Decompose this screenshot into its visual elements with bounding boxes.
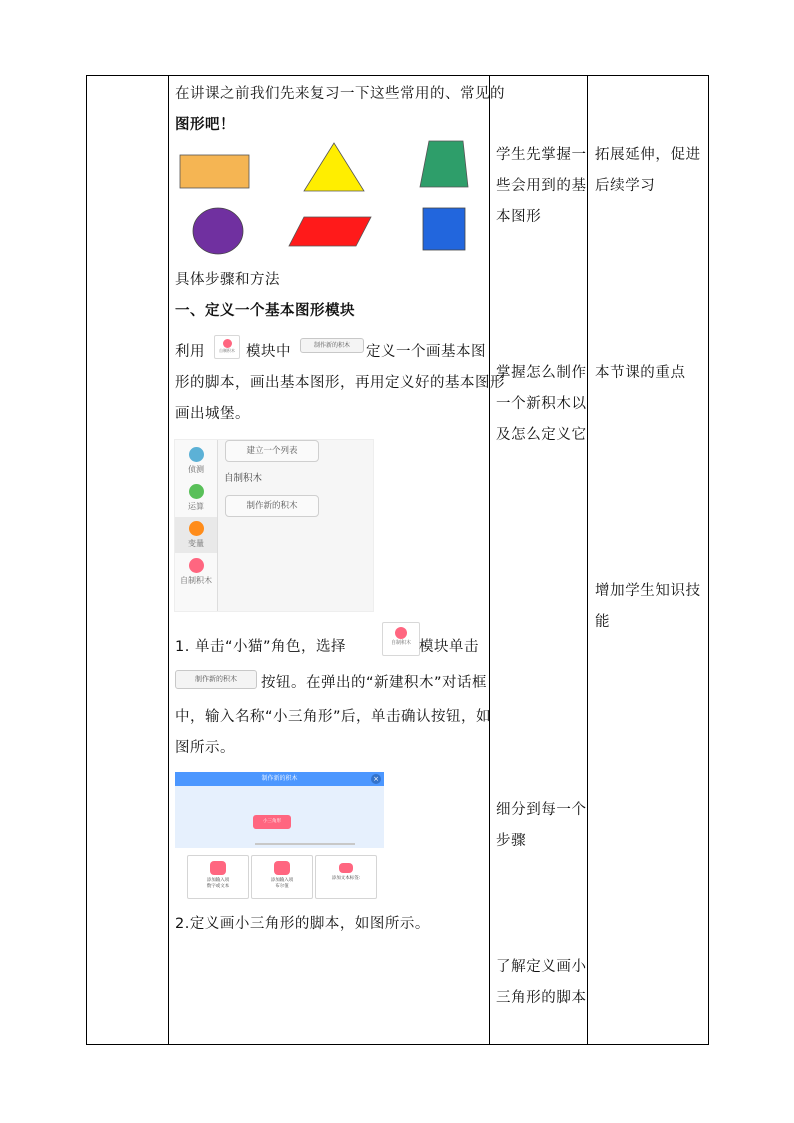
intent-text-1: 拓展延伸，促进 <box>595 147 701 163</box>
input-option-icon <box>210 861 226 875</box>
student-text-8: 步骤 <box>496 833 527 849</box>
parallelogram-shape <box>289 217 371 246</box>
my-blocks-section-label: 自制积木 <box>224 473 263 484</box>
variables-dot-icon <box>189 521 204 536</box>
heading-steps: 具体步骤和方法 <box>175 272 280 288</box>
input-option-icon <box>274 861 290 875</box>
student-text-2: 些会用到的基 <box>496 178 587 194</box>
category-sensing <box>175 443 217 479</box>
use-line-3: 画出城堡。 <box>175 406 250 422</box>
category-variables <box>175 517 217 553</box>
category-sidebar <box>175 440 218 611</box>
make-list-button: 建立一个列表 <box>225 440 319 462</box>
student-text-5: 一个新积木以 <box>496 396 587 412</box>
student-text-9: 了解定义画小 <box>496 959 587 975</box>
custom-blocks-dot-icon <box>223 339 232 348</box>
rectangle-shape <box>180 155 249 188</box>
custom-block-preview: 小三角形 <box>253 815 291 829</box>
sensing-dot-icon <box>189 447 204 462</box>
step-2: 2.定义画小三角形的脚本，如图所示。 <box>175 916 430 932</box>
student-text-7: 细分到每一个 <box>496 802 587 818</box>
make-block-button: 制作新的积木 <box>225 495 319 517</box>
new-block-dialog-screenshot <box>175 772 384 902</box>
main-content-cell <box>169 76 505 1045</box>
option-sublabel: 布尔值 <box>275 884 289 889</box>
dialog-title: 制作新的积木 <box>175 772 384 786</box>
student-text-3: 本图形 <box>496 209 542 225</box>
inline-cat-label: 自制积木 <box>219 348 235 353</box>
label-option-icon <box>339 863 353 873</box>
category-operators <box>175 480 217 516</box>
add-input-boolean-option <box>251 855 313 899</box>
inline-make-block-button: 制作新的积木 <box>300 338 364 353</box>
add-input-number-option <box>187 855 249 899</box>
block-palette-screenshot <box>174 439 374 612</box>
intent-text-5: 能 <box>595 614 611 630</box>
intent-text-3: 本节课的重点 <box>595 365 686 381</box>
inline-custom-blocks-category <box>214 335 240 359</box>
step1-line-3: 中，输入名称“小三角形”后，单击确认按钮，如 <box>175 709 492 725</box>
dialog-scrollbar <box>255 843 355 845</box>
basic-shapes-figure <box>169 136 489 261</box>
square-shape <box>423 208 465 250</box>
student-text-10: 三角形的脚本 <box>496 990 587 1006</box>
close-icon: × <box>371 774 381 784</box>
option-sublabel: 数字或文本 <box>206 884 230 889</box>
student-text-4: 掌握怎么制作 <box>496 365 587 381</box>
category-label: 变量 <box>188 539 204 548</box>
step1-make-block-button: 制作新的积木 <box>175 670 257 689</box>
lesson-table <box>86 75 709 1045</box>
intro-line-2: 图形吧！ <box>175 117 235 133</box>
design-intent-cell <box>588 76 709 1045</box>
category-label: 侦测 <box>188 465 204 474</box>
option-label: 添加输入项 <box>206 878 230 883</box>
dialog-preview-area <box>175 786 384 848</box>
step1-line1-b: 模块单击 <box>419 639 479 655</box>
category-label: 自制积木 <box>390 640 411 646</box>
category-label: 运算 <box>188 502 204 511</box>
option-label: 添加输入项 <box>270 878 294 883</box>
use-prefix: 利用 <box>175 344 205 360</box>
student-text-6: 及怎么定义它 <box>496 427 587 443</box>
heading-1: 一、定义一个基本图形模块 <box>175 303 355 319</box>
empty-column-cell <box>87 76 169 1045</box>
step1-line1-a: 1. 单击“小猫”角色，选择 <box>175 639 346 655</box>
add-text-label-option <box>315 855 377 899</box>
use-mid: 模块中 <box>246 344 291 360</box>
student-text-1: 学生先掌握一 <box>496 147 587 163</box>
category-my-blocks <box>175 554 217 590</box>
step1-line-2: 按钮。在弹出的“新建积木”对话框 <box>261 675 488 691</box>
operators-dot-icon <box>189 484 204 499</box>
use-line-2: 形的脚本，画出基本图形，再用定义好的基本图形 <box>175 375 505 391</box>
student-activity-cell <box>490 76 588 1045</box>
use-suffix: 定义一个画基本图 <box>366 344 486 360</box>
circle-shape <box>193 208 243 254</box>
category-label: 自制积木 <box>180 576 212 585</box>
step1-custom-blocks-category <box>382 622 420 656</box>
intent-text-2: 后续学习 <box>595 178 656 194</box>
step1-line-4: 图所示。 <box>175 740 235 756</box>
my-blocks-dot-icon <box>189 558 204 573</box>
triangle-shape <box>304 143 364 191</box>
trapezoid-shape <box>420 141 468 187</box>
custom-blocks-dot-icon <box>395 627 407 639</box>
option-label: 添加文本标签: <box>331 876 361 881</box>
intro-line-1: 在讲课之前我们先来复习一下这些常用的、常见的 <box>175 86 505 102</box>
intent-text-4: 增加学生知识技 <box>595 583 701 599</box>
